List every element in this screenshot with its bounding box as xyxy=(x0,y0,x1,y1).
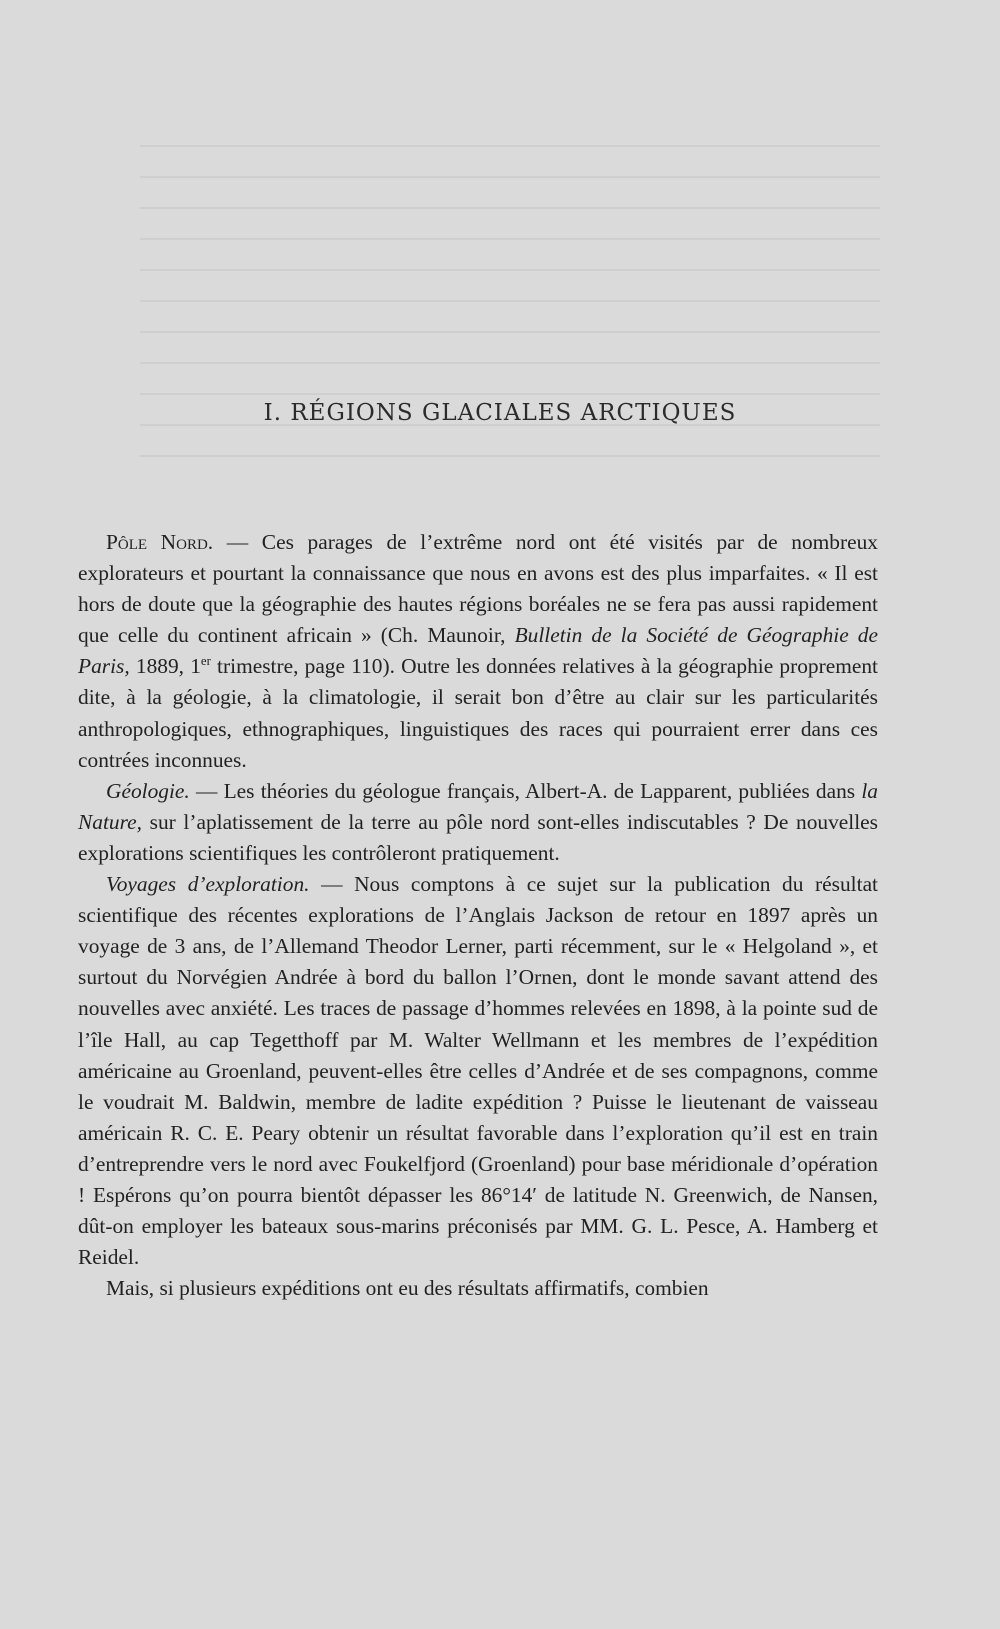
section-title: I. RÉGIONS GLACIALES ARCTIQUES xyxy=(263,400,737,426)
run: la Nature, xyxy=(78,778,878,834)
paragraph-voyages xyxy=(78,869,878,1273)
run: — Les théories du géologue français, Albert-A. de Lapparent, publiées dans xyxy=(189,778,862,803)
run: Géologie. xyxy=(106,778,190,803)
run: Bulletin de la Société de Géographie de Paris, xyxy=(78,623,878,679)
body-text xyxy=(78,527,878,1304)
paragraph-geologie xyxy=(78,776,878,869)
run: trimestre, page 110). Outre les données relatives à la géographie proprement dite, à la géologie, à la climatologie, il serait bon d’être au clair sur les particularités anthropologiques, ethnographiques, linguistiques des races qui pourraient errer dans ces contrées inconnues. xyxy=(78,654,878,772)
run: sur l’aplatissement de la terre au pôle nord sont-elles indiscutables ? De nouvelles explorations scientifiques les contrôleront pratiquement. xyxy=(78,809,878,865)
run: er xyxy=(200,654,211,669)
run: Pôle Nord. xyxy=(106,530,214,554)
run: 1889, 1 xyxy=(129,654,201,679)
run: Voyages d’exploration. xyxy=(106,872,310,897)
run: — Ces parages de l’extrême nord ont été visités par de nombreux explorateurs et pourtant la connaissance que nous en avons est des plus imparfaites. « Il est hors de doute que la géographie des hautes régions boréales ne se fera pas aussi rapidement que celle du continent africain » (Ch. Maunoir, xyxy=(78,530,879,648)
paragraph-pole-nord xyxy=(78,527,878,776)
run: — Nous comptons à ce sujet sur la publication du résultat scientifique des récentes explorations de l’Anglais Jackson de retour en 1897 après un voyage de 3 ans, de l’Allemand Theodor Lerner, parti récemment, sur le « Helgoland », et surtout du Norvégien Andrée à bord du ballon l’Ornen, dont le monde savant attend des nouvelles avec anxiété. Les traces de passage d’hommes relevées en 1898, à la pointe sud de l’île Hall, au cap Tegetthoff par M. Walter Wellmann et les membres de l’expédition américaine au Groenland, peuvent-elles être celles d’Andrée et de ses compagnons, comme le voudrait M. Baldwin, membre de ladite expédition ? Puisse le lieutenant de vaisseau américain R. C. E. Peary obtenir un résultat favorable dans l’exploration qu’il est en train d’entreprendre vers le nord avec Foukelfjord (Groenland) pour base méridionale d’opération ! Espérons qu’on pourra bientôt dépasser les 86°14′ de latitude N. Greenwich, de Nansen, dût-on employer les bateaux sous-marins préconisés par MM. G. L. Pesce, A. Hamberg et Reidel. xyxy=(78,872,879,1270)
paragraph-mais xyxy=(78,1273,878,1304)
run: Mais, si plusieurs expéditions ont eu des résultats affirmatifs, combien xyxy=(106,1276,709,1301)
